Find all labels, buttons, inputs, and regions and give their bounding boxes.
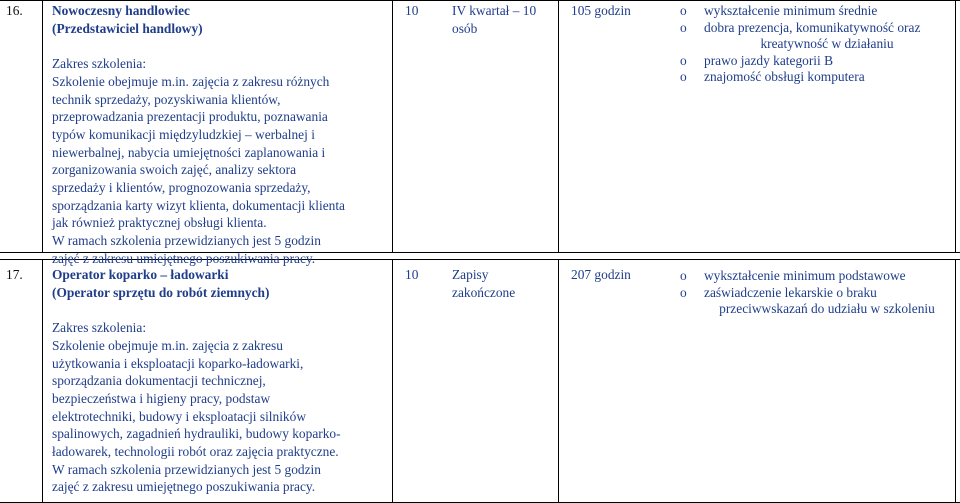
scope-line: sprzedaży i klientów, prognozowania sprzedaży, [52, 180, 311, 196]
col-divider [955, 259, 956, 503]
col-divider [955, 0, 956, 253]
scope-line: ładowarek, technologii robót oraz zajęcia praktyczne. [52, 444, 339, 460]
requirement-item: o znajomość obsługi komputera [680, 69, 865, 84]
col-divider [42, 0, 43, 253]
course-subtitle: (Operator sprzętu do robót ziemnych) [52, 284, 270, 300]
row-number: 16. [6, 3, 23, 18]
course-title: Nowoczesny handlowiec [52, 3, 190, 18]
col-divider [558, 259, 559, 503]
course-subtitle: (Przedstawiciel handlowy) [52, 20, 203, 36]
scope-line: niewerbalnej, nabycia umiejętności zaplanowania i [52, 144, 326, 160]
scope-line: typów komunikacji międzyludzkiej – werbalnej i [52, 126, 315, 142]
scope-line: elektrotechniki, budowy i eksploatacji silników [52, 408, 306, 424]
scope-line: zorganizowania swoich zajęć, analizy sektora [52, 162, 297, 178]
scope-line: sporządzania dokumentacji technicznej, [52, 373, 266, 389]
scope-line: bezpieczeństwa i higieny pracy, podstaw [52, 390, 271, 406]
course-hours: 207 godzin [571, 267, 631, 282]
scope-intro: Szkolenie obejmuje m.in. zajęcia z zakresu różnych [52, 73, 330, 89]
scope-line: spalinowych, zagadnień hydrauliki, budowy koparko- [52, 426, 341, 442]
scope-intro: Szkolenie obejmuje m.in. zajęcia z zakresu [52, 337, 283, 353]
scope-line: zajęć z zakresu umiejętnego poszukiwania pracy. [52, 479, 316, 495]
row-number: 17. [6, 267, 23, 282]
scope-line: przeprowadzania prezentacji produktu, poznawania [52, 109, 328, 125]
term-line: IV kwartał – 10 [452, 3, 537, 18]
term-line: osób [452, 20, 478, 36]
requirements-list [680, 268, 950, 318]
scope-line: technik sprzedaży, pozyskiwania klientów, [52, 91, 281, 107]
table-top-border [0, 0, 960, 1]
scope-line: zajęć z zakresu umiejętnego poszukiwania pracy. [52, 250, 316, 266]
col-divider [558, 0, 559, 253]
requirement-item: o prawo jazdy kategorii B [680, 52, 834, 68]
course-description [52, 266, 387, 496]
requirement-item: o wykształcenie minimum średnie [680, 3, 878, 18]
col-divider [42, 259, 43, 503]
term-line: Zapisy [452, 267, 489, 282]
requirement-item: o zaświadczenie lekarskie o braku [680, 284, 877, 300]
course-description [52, 2, 387, 268]
course-term [452, 266, 552, 301]
participants-count: 10 [405, 267, 419, 282]
course-hours: 105 godzin [571, 3, 631, 18]
requirement-item: o wykształcenie minimum podstawowe [680, 268, 906, 283]
scope-line: sporządzania karty wizyt klienta, dokumentacji klienta [52, 197, 345, 213]
scope-line: W ramach szkolenia przewidzianych jest 5 godzin [52, 233, 321, 249]
scope-label: Zakres szkolenia: [52, 320, 147, 336]
col-divider [392, 0, 393, 253]
participants-count: 10 [405, 3, 419, 18]
term-line: zakończone [452, 284, 516, 300]
scope-line: użytkowania i eksploatacji koparko-ładowarki, [52, 355, 304, 371]
scope-label: Zakres szkolenia: [52, 56, 147, 72]
course-term [452, 2, 552, 37]
scope-line: jak również praktycznej obsługi klienta. [52, 215, 267, 231]
course-title: Operator koparko – ładowarki [52, 267, 229, 282]
requirements-list [680, 3, 950, 86]
requirement-item: kreatywność w działaniu [760, 36, 894, 51]
requirement-item: przeciwwskazań do udziału w szkoleniu [719, 301, 935, 316]
requirement-item: o dobra prezencja, komunikatywność oraz [680, 19, 921, 35]
scope-line: W ramach szkolenia przewidzianych jest 5 godzin [52, 461, 321, 477]
col-divider [392, 259, 393, 503]
